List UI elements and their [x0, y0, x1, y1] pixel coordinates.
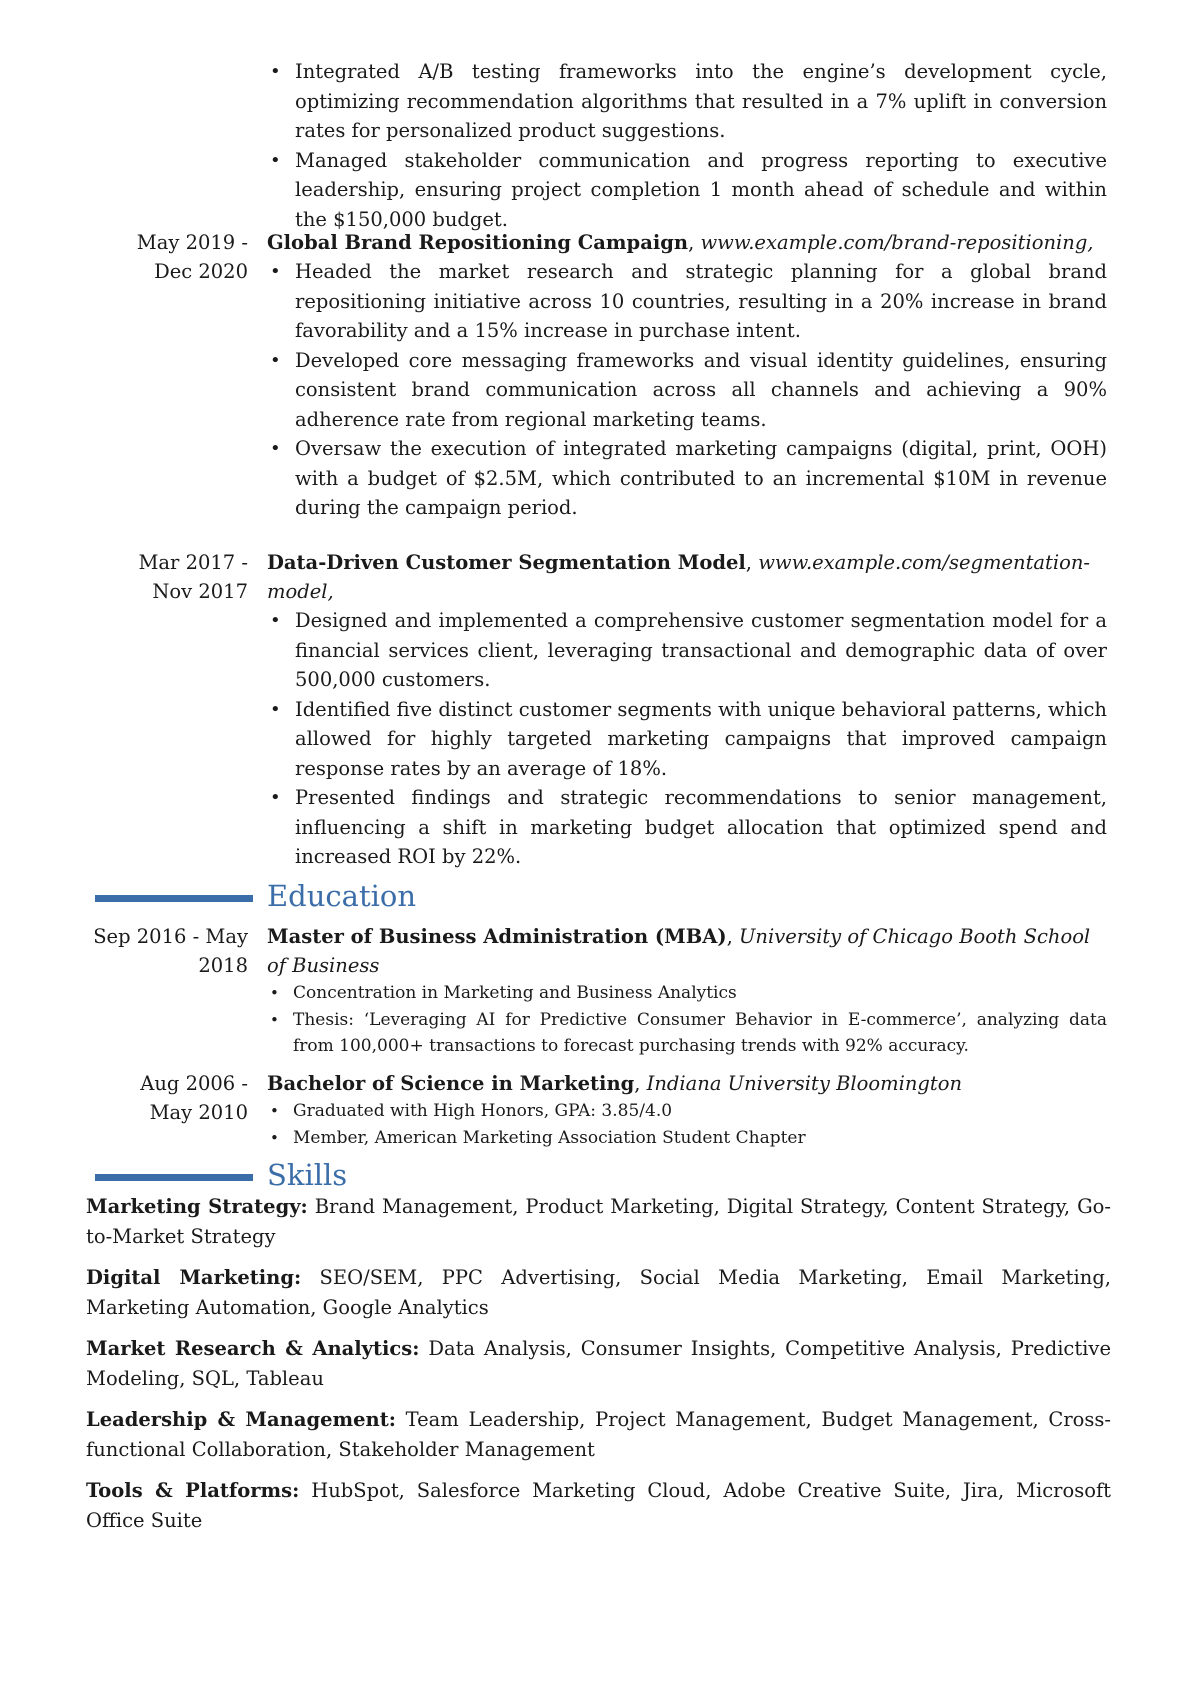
education-heading: Education: [267, 879, 417, 913]
skill-row: [86, 1192, 1111, 1251]
skills-heading: Skills: [267, 1158, 348, 1192]
bullet-item: • Graduated with High Honors, GPA: 3.85/4.0: [267, 1098, 1107, 1125]
education-bullets: [267, 1098, 1107, 1151]
bullet-item: • Identified five distinct customer segments with unique behavioral patterns, which allowed for highly targeted marketing campaigns that improved campaign response rates by an average of 18%.: [267, 695, 1107, 784]
skill-row: [86, 1405, 1111, 1464]
bullet-item: • Member, American Marketing Association Student Chapter: [267, 1125, 1107, 1152]
skill-label: Digital Marketing:: [86, 1266, 302, 1289]
school-name: Indiana University Bloomington: [646, 1072, 963, 1095]
education-title-line: Master of Business Administration (MBA), University of Chicago Booth School of Business: [267, 925, 1091, 977]
degree-title: Bachelor of Science in Marketing: [267, 1072, 635, 1095]
project-title-line: Global Brand Repositioning Campaign, www.example.com/brand-repositioning,: [267, 231, 1094, 254]
education-section-bar: [95, 895, 253, 902]
project-url[interactable]: www.example.com/brand-repositioning,: [700, 231, 1094, 254]
date-range: [70, 922, 248, 980]
date-start: Mar 2017 -: [138, 551, 248, 574]
education-bullets: [267, 980, 1107, 1060]
date-end: Dec 2020: [154, 260, 248, 283]
bullet-item: • Thesis: ‘Leveraging AI for Predictive Consumer Behavior in E-commerce’, analyzing data from 100,000+ transactions to forecast purchasing trends with 92% accuracy.: [267, 1007, 1107, 1060]
date-start: May 2019 -: [136, 231, 248, 254]
bullet-item: • Managed stakeholder communication and progress reporting to executive leadership, ensuring project completion 1 month ahead of schedule and within the $150,000 budget.: [267, 146, 1107, 235]
project-bullets: [267, 257, 1107, 523]
date-range: [80, 1069, 248, 1127]
bullet-item: • Integrated A/B testing frameworks into the engine’s development cycle, optimizing recommendation algorithms that resulted in a 7% uplift in conversion rates for personalized product suggestions.: [267, 57, 1107, 146]
date-range: [80, 548, 248, 606]
skill-label: Tools & Platforms:: [86, 1479, 300, 1502]
date-range: [80, 228, 248, 286]
skill-items: HubSpot, Salesforce Marketing Cloud, Adobe Creative Suite, Jira, Microsoft Office Suite: [86, 1479, 1112, 1532]
project-url[interactable]: www.example.com/segmentation-model,: [267, 551, 1091, 603]
bullet-item: • Presented findings and strategic recommendations to senior management, influencing a shift in marketing budget allocation that optimized spend and increased ROI by 22%.: [267, 783, 1107, 872]
skills-section-bar: [95, 1174, 253, 1181]
bullet-item: • Oversaw the execution of integrated marketing campaigns (digital, print, OOH) with a budget of $2.5M, which contributed to an incremental $10M in revenue during the campaign period.: [267, 434, 1107, 523]
skill-items: Team Leadership, Project Management, Budget Management, Cross-functional Collaboration, Stakeholder Management: [86, 1408, 1111, 1461]
bullet-item: • Developed core messaging frameworks and visual identity guidelines, ensuring consistent brand communication across all channels and achieving a 90% adherence rate from regional marketing teams.: [267, 346, 1107, 435]
degree-title: Master of Business Administration (MBA): [267, 925, 727, 948]
date-end: 2018: [198, 954, 248, 977]
skill-items: SEO/SEM, PPC Advertising, Social Media Marketing, Email Marketing, Marketing Automation, Google Analytics: [86, 1266, 1111, 1319]
bullet-item: • Headed the market research and strategic planning for a global brand repositioning initiative across 10 countries, resulting in a 20% increase in brand favorability and a 15% increase in purchase intent.: [267, 257, 1107, 346]
skill-row: [86, 1334, 1111, 1393]
skill-label: Leadership & Management:: [86, 1408, 396, 1431]
experience-tail-bullets: [267, 57, 1107, 234]
skill-row: [86, 1263, 1111, 1322]
skill-row: [86, 1476, 1111, 1535]
skill-items: Brand Management, Product Marketing, Digital Strategy, Content Strategy, Go-to-Market Strategy: [86, 1195, 1111, 1248]
project-title-line: Data-Driven Customer Segmentation Model, www.example.com/segmentation-model,: [267, 551, 1091, 603]
project-bullets: [267, 606, 1107, 872]
skill-items: Data Analysis, Consumer Insights, Competitive Analysis, Predictive Modeling, SQL, Tableau: [86, 1337, 1111, 1390]
skill-label: Marketing Strategy:: [86, 1195, 308, 1218]
date-end: May 2010: [149, 1101, 248, 1124]
school-name: University of Chicago Booth School of Business: [267, 925, 1091, 977]
bullet-item: • Concentration in Marketing and Business Analytics: [267, 980, 1107, 1007]
project-title: Data-Driven Customer Segmentation Model: [267, 551, 746, 574]
date-end: Nov 2017: [152, 580, 248, 603]
bullet-item: • Designed and implemented a comprehensive customer segmentation model for a financial services client, leveraging transactional and demographic data of over 500,000 customers.: [267, 606, 1107, 695]
skill-label: Market Research & Analytics:: [86, 1337, 420, 1360]
education-title-line: Bachelor of Science in Marketing, Indiana University Bloomington: [267, 1072, 963, 1095]
date-start: Aug 2006 -: [140, 1072, 248, 1095]
project-title: Global Brand Repositioning Campaign: [267, 231, 689, 254]
date-start: Sep 2016 - May: [93, 925, 248, 948]
